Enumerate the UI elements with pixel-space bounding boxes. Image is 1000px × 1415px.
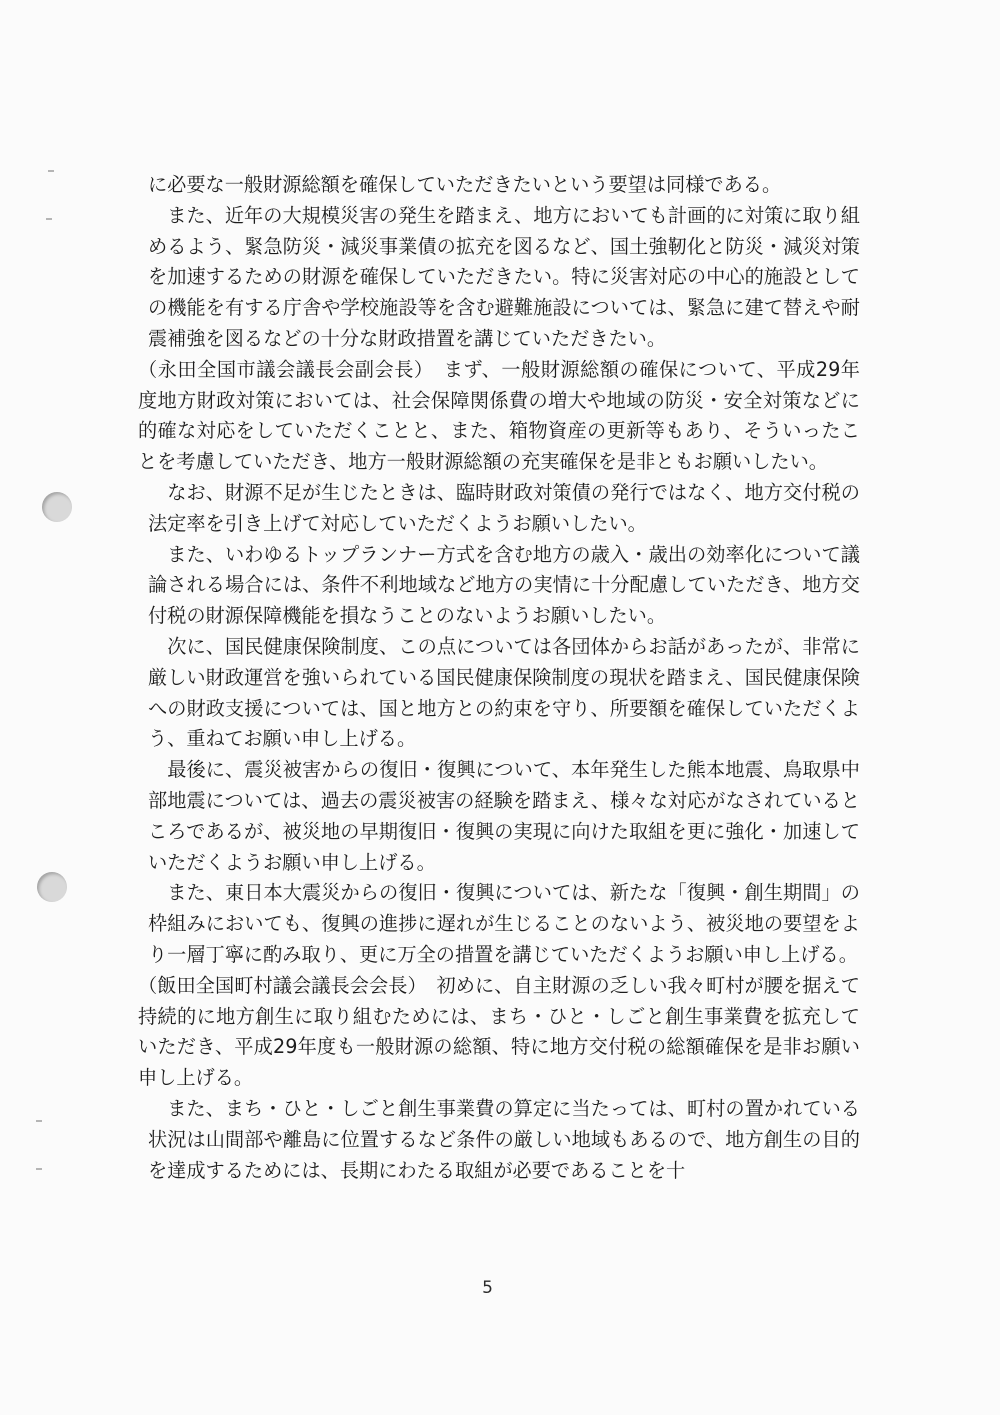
paragraph: に必要な一般財源総額を確保していただきたいという要望は同様である。 <box>148 173 782 196</box>
edge-mark <box>36 1168 42 1170</box>
edge-mark <box>48 170 54 172</box>
punch-hole <box>37 872 67 902</box>
page-number: 5 <box>482 1278 493 1298</box>
paragraph: また、まち・ひと・しごと創生事業費の算定に当たっては、町村の置かれている状況は山間部や離島に位置するなど条件の厳しい地域もあるので、地方創生の目的を達成するためには、長期にわたる取組が必要であることを十 <box>148 1096 860 1182</box>
speaker-paragraph: （永田全国市議会議長会副会長） まず、一般財源総額の確保について、平成29年度地方財政対策においては、社会保障関係費の増大や地域の防災・安全対策などに的確な対応をしていただくことと、また、箱物資産の更新等もあり、そういったことを考慮していただき、地方一般財源総額の充実確保を是非ともお願いしたい。 <box>138 357 860 474</box>
paragraph: 最後に、震災被害からの復旧・復興について、本年発生した熊本地震、鳥取県中部地震については、過去の震災被害の経験を踏まえ、様々な対応がなされているところであるが、被災地の早期復旧・復興の実現に向けた取組を更に強化・加速していただくようお願い申し上げる。 <box>148 758 860 874</box>
edge-mark <box>36 1120 42 1122</box>
speaker-paragraph: （飯田全国町村議会議長会会長） 初めに、自主財源の乏しい我々町村が腰を据えて持続的に地方創生に取り組むためには、まち・ひと・しごと創生事業費を拡充していただき、平成29年度も一般財源の総額、特に地方交付税の総額確保を是非お願い申し上げる。 <box>138 973 860 1090</box>
document-body <box>138 170 860 1186</box>
paragraph: また、東日本大震災からの復旧・復興については、新たな「復興・創生期間」の枠組みにおいても、復興の進捗に遅れが生じることのないよう、被災地の要望をより一層丁寧に酌み取り、更に万全の措置を講じていただくようお願い申し上げる。 <box>148 881 860 966</box>
edge-mark <box>46 218 52 220</box>
paragraph: また、いわゆるトップランナー方式を含む地方の歳入・歳出の効率化について議論される場合には、条件不利地域など地方の実情に十分配慮していただき、地方交付税の財源保障機能を損なうことのないようお願いしたい。 <box>148 542 860 628</box>
paragraph: 次に、国民健康保険制度、この点については各団体からお話があったが、非常に厳しい財政運営を強いられている国民健康保険制度の現状を踏まえ、国民健康保険への財政支援については、国と地方との約束を守り、所要額を確保していただくよう、重ねてお願い申し上げる。 <box>148 634 860 751</box>
paragraph: また、近年の大規模災害の発生を踏まえ、地方においても計画的に対策に取り組めるよう、緊急防災・減災事業債の拡充を図るなど、国土強靭化と防災・減災対策を加速するための財源を確保していただきたい。特に災害対応の中心的施設としての機能を有する庁舎や学校施設等を含む避難施設については、緊急に建て替えや耐震補強を図るなどの十分な財政措置を講じていただきたい。 <box>148 203 860 350</box>
paragraph: なお、財源不足が生じたときは、臨時財政対策債の発行ではなく、地方交付税の法定率を引き上げて対応していただくようお願いしたい。 <box>148 480 860 535</box>
punch-hole <box>42 492 72 522</box>
